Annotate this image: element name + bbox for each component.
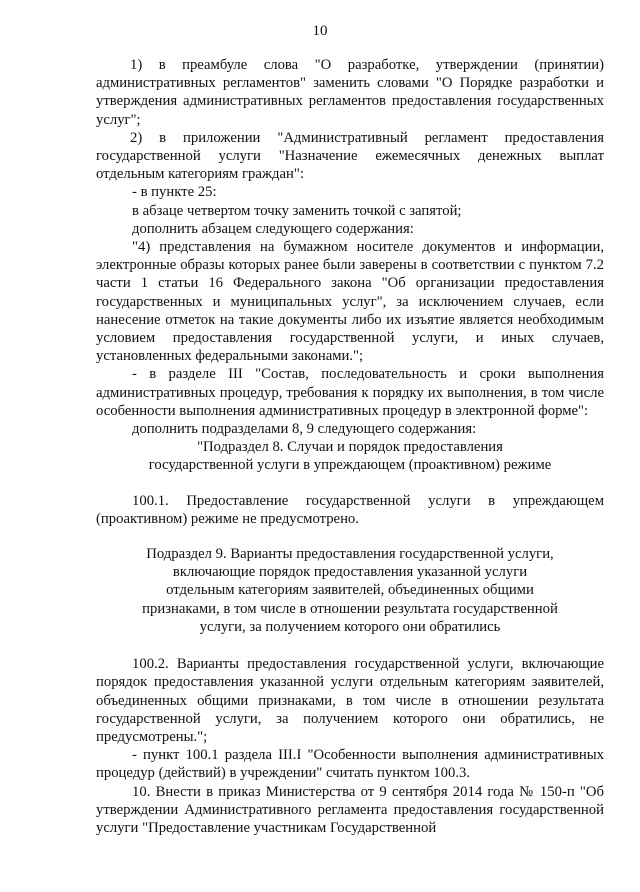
spacer xyxy=(96,528,604,545)
spacer xyxy=(96,475,604,492)
paragraph-9: 100.1. Предоставление государственной услуги в упреждающем (проактивном) режиме не предусмотрено. xyxy=(96,492,604,527)
paragraph-3: - в пункте 25: xyxy=(132,184,217,201)
paragraph-8: дополнить подразделами 8, 9 следующего содержания: xyxy=(132,421,477,438)
paragraph-4: в абзаце четвертом точку заменить точкой с запятой; xyxy=(132,202,462,219)
paragraph-1: 1) в преамбуле слова "О разработке, утверждении (принятии) административных регламентов" заменить словами "О Порядке разработки и утверждения административных регламентов предоставления государственных услуг"; xyxy=(96,57,604,128)
subsection-8-heading-line-1: "Подраздел 8. Случаи и порядок предоставления xyxy=(197,439,503,456)
subsection-8-heading-line-2: государственной услуги в упреждающем (проактивном) режиме xyxy=(148,457,552,474)
paragraph-7: - в разделе III "Состав, последовательность и сроки выполнения административных процедур, требования к порядку их выполнения, в том числе особенности выполнения административных процедур в электронной форме": xyxy=(96,366,604,419)
paragraph-5: дополнить абзацем следующего содержания: xyxy=(132,220,414,237)
paragraph-11: - пункт 100.1 раздела III.I "Особенности выполнения административных процедур (действий) в учреждении" считать пунктом 100.3. xyxy=(96,747,604,782)
paragraph-12: 10. Внести в приказ Министерства от 9 сентября 2014 года № 150-п "Об утверждении Административного регламента предоставления государственной услуги "Предоставление участникам Государственной xyxy=(96,783,604,836)
document-body xyxy=(96,56,604,837)
page-number: 10 xyxy=(312,23,328,39)
paragraph-2: 2) в приложении "Административный регламент предоставления государственной услуги "Назначение ежемесячных денежных выплат отдельным категориям граждан": xyxy=(96,129,604,183)
spacer xyxy=(96,636,604,655)
subsection-9-heading: Подраздел 9. Варианты предоставления государственной услуги, включающие порядок предоставления указанной услуги отдельным категориям заявителей, объединенных общими признаками, в том числе в отношении результата государственной услуги, за получением которого они обратились xyxy=(142,546,558,635)
paragraph-10: 100.2. Варианты предоставления государственной услуги, включающие порядок предоставления указанной услуги отдельным категориям заявителей, объединенных общими признаками, в том числе в отношении результата государственной услуги, за получением которого они обратились, не предусмотрены."; xyxy=(96,656,604,745)
paragraph-6: "4) представления на бумажном носителе документов и информации, электронные образы которых ранее были заверены в соответствии с пунктом 7.2 части 1 статьи 16 Федерального закона "Об организации предоставления государственных и муниципальных услуг", за исключением случаев, если нанесение отметок на такие документы либо их изъятие является необходимым условием предоставления государственной услуги, и иных случаев, установленных федеральными законами."; xyxy=(96,239,604,365)
